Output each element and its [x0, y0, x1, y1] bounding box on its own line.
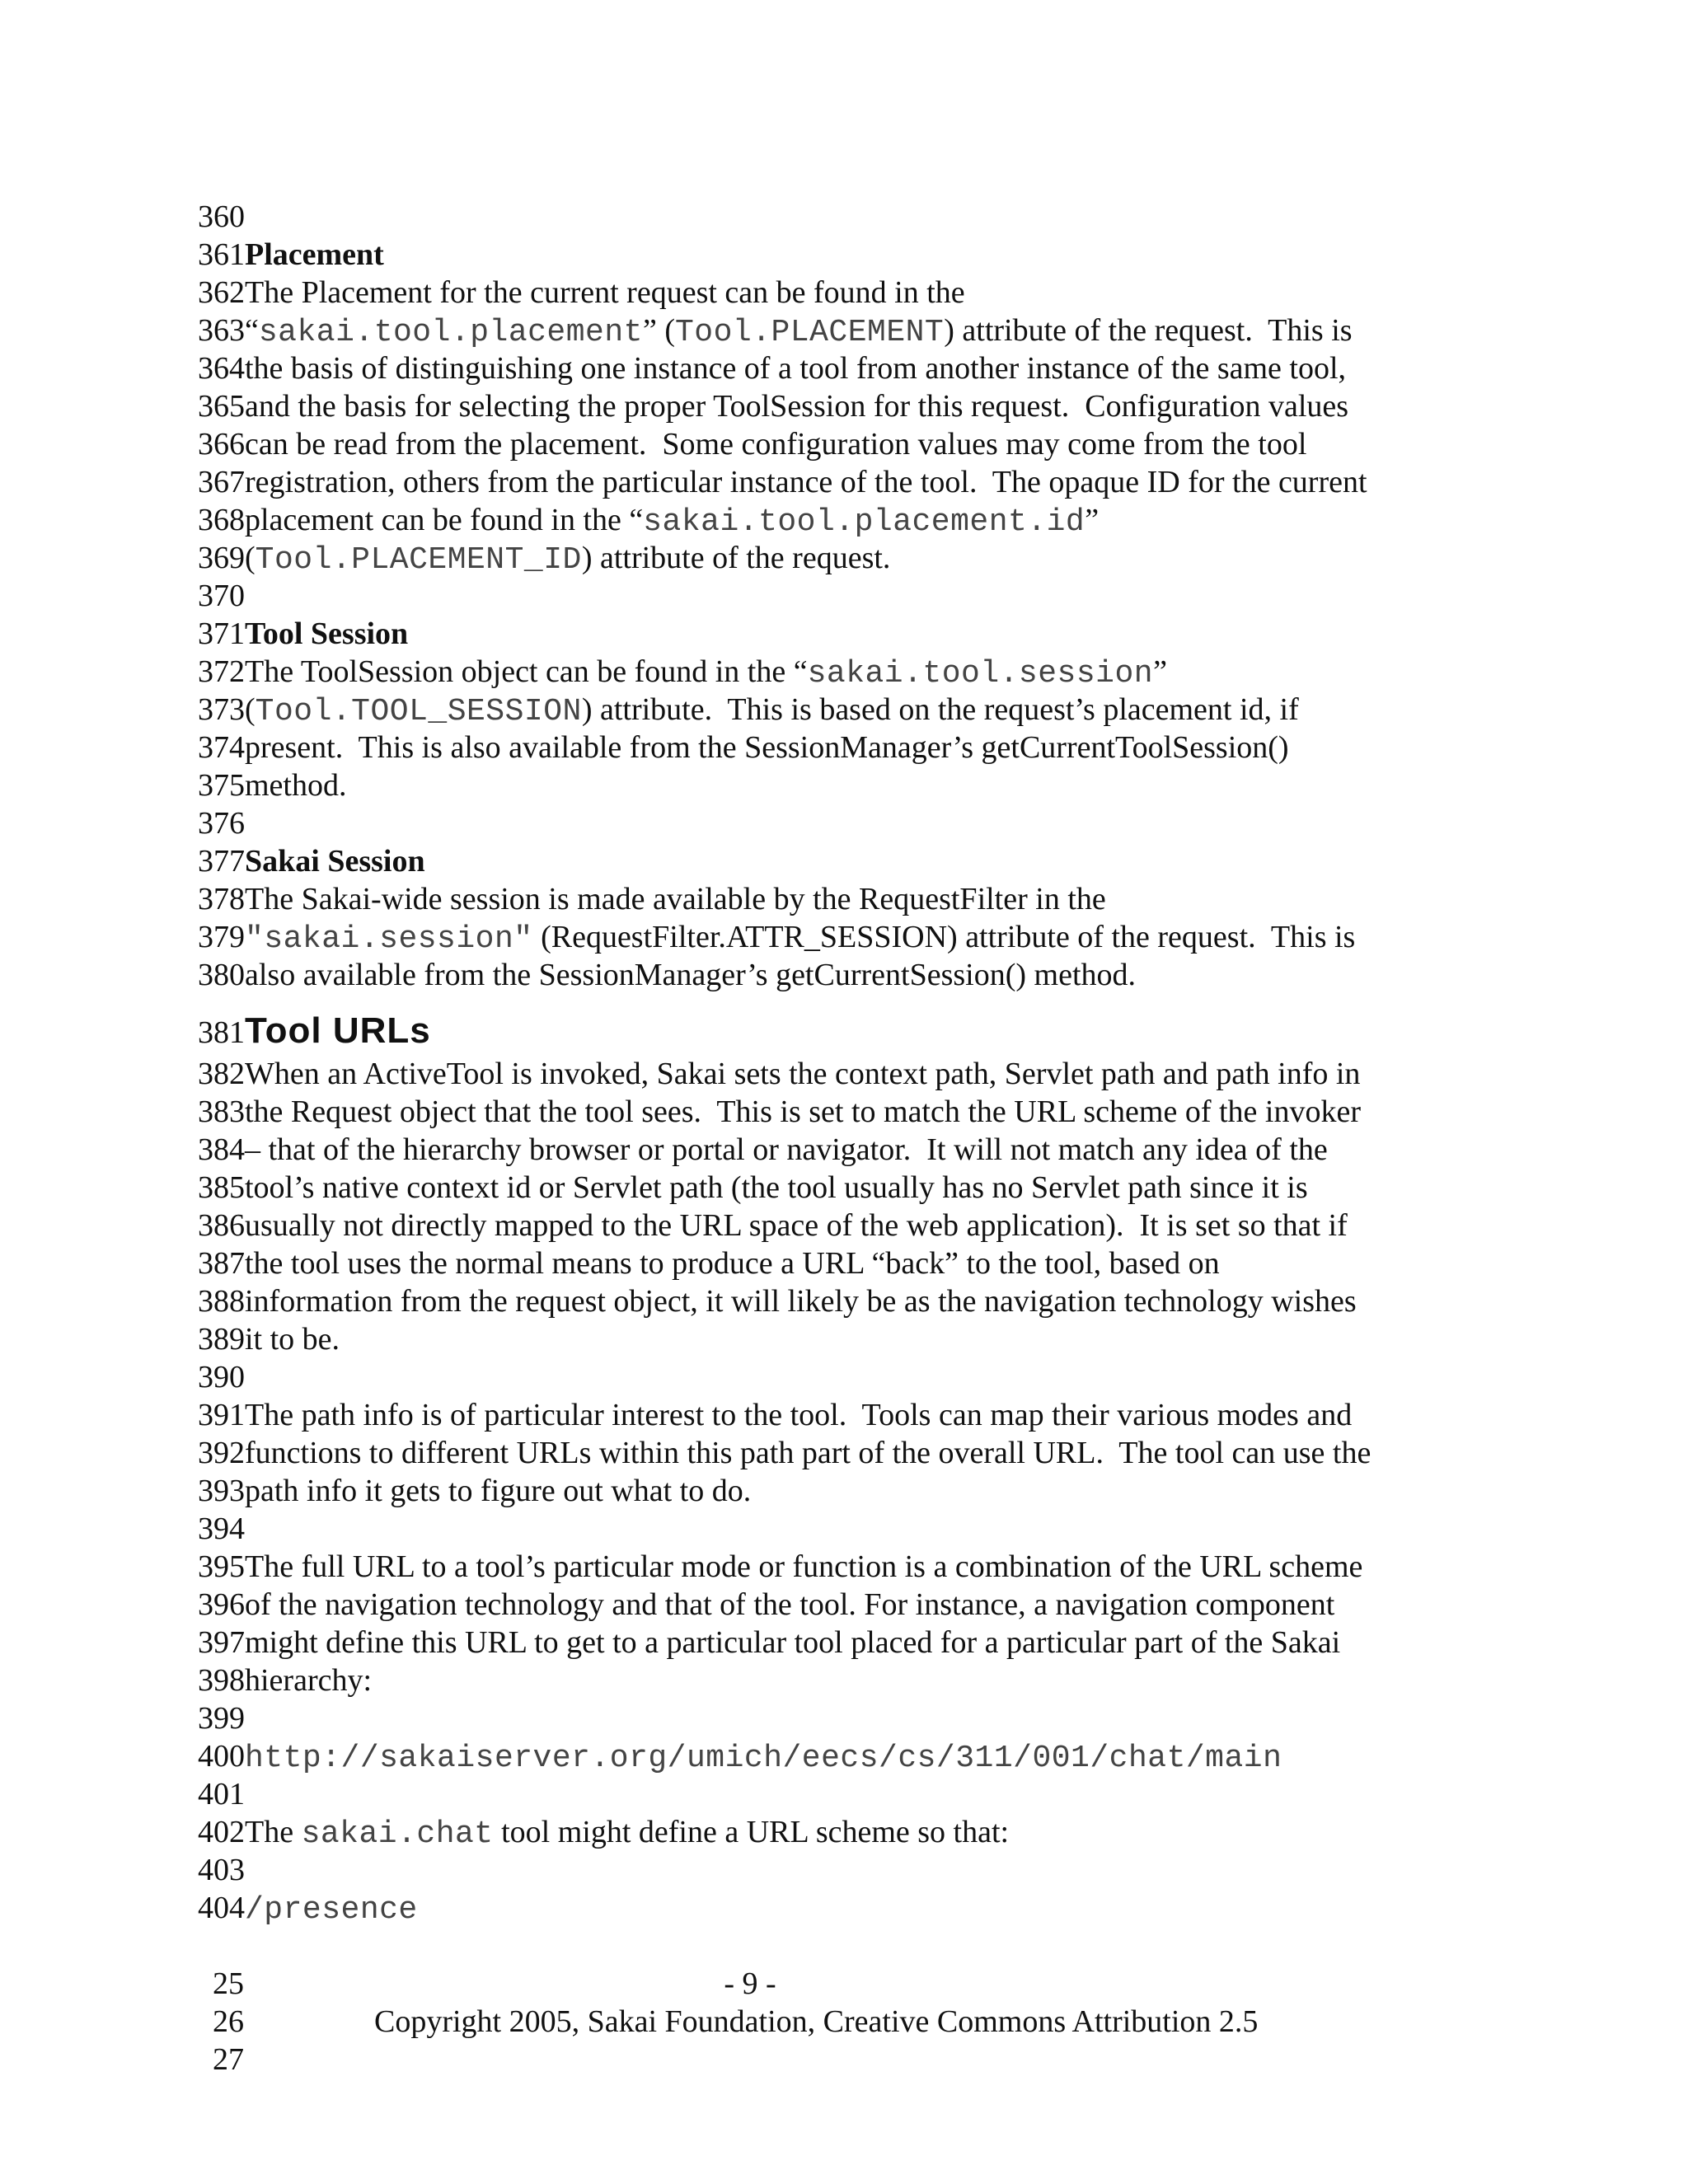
line-text: the basis of distinguishing one instance of a tool from another instance of the same tool,	[245, 351, 1347, 386]
footer-line-number: 27	[213, 2042, 244, 2077]
document-line	[198, 1169, 1533, 1207]
document-line	[198, 501, 1533, 539]
line-text: method.	[245, 768, 347, 803]
line-number: 366	[198, 427, 245, 462]
line-number: 364	[198, 351, 245, 386]
document-line	[198, 615, 1533, 653]
line-number: 371	[198, 616, 245, 651]
section-heading: Sakai Session	[245, 844, 425, 879]
line-number: 361	[198, 237, 245, 272]
page-footer	[198, 1965, 1533, 2079]
line-number: 394	[198, 1511, 245, 1546]
line-text: The full URL to a tool’s particular mode or function is a combination of the URL scheme	[245, 1549, 1363, 1584]
line-text: (	[245, 692, 256, 727]
line-text: the Request object that the tool sees. This is set to match the URL scheme of the invoker	[245, 1094, 1361, 1129]
document-line	[198, 1624, 1533, 1661]
line-number: 395	[198, 1549, 245, 1584]
line-number: 386	[198, 1208, 245, 1243]
line-number: 376	[198, 806, 245, 841]
line-number: 360	[198, 199, 245, 234]
line-text: ) attribute of the request.	[581, 541, 891, 575]
line-text: The path info is of particular interest to the tool. Tools can map their various modes and	[245, 1398, 1353, 1432]
line-text: of the navigation technology and that of the tool. For instance, a navigation component	[245, 1587, 1335, 1622]
line-number: 372	[198, 654, 245, 689]
document-line	[198, 1586, 1533, 1624]
line-number: 373	[198, 692, 245, 727]
footer-line-number: 25	[213, 1966, 244, 2001]
line-number: 403	[198, 1853, 245, 1887]
code-text: sakai.session	[264, 921, 514, 957]
document-line	[198, 1007, 1533, 1055]
line-text: The Placement for the current request can be found in the	[245, 275, 965, 310]
line-number: 374	[198, 730, 245, 765]
line-number: 370	[198, 579, 245, 613]
document-body	[198, 198, 1533, 1927]
line-number: 379	[198, 920, 245, 954]
line-number: 390	[198, 1360, 245, 1394]
footer-line-number: 26	[213, 2004, 244, 2039]
line-number: 391	[198, 1398, 245, 1432]
line-text: hierarchy:	[245, 1663, 373, 1698]
line-number: 402	[198, 1815, 245, 1849]
line-text: functions to different URLs within this path part of the overall URL. The tool can use the	[245, 1436, 1372, 1470]
line-text: The Sakai-wide session is made available by the RequestFilter in the	[245, 882, 1106, 916]
document-line	[198, 1055, 1533, 1093]
line-text: and the basis for selecting the proper ToolSession for this request. Configuration values	[245, 389, 1349, 424]
line-number: 381	[198, 1015, 245, 1050]
footer-line-2	[198, 2003, 1533, 2041]
line-text: ”	[1085, 503, 1100, 537]
code-text: sakai.tool.placement	[258, 315, 643, 350]
line-text: ”	[1153, 654, 1167, 689]
section-heading: Tool Session	[245, 616, 409, 651]
code-text: http://sakaiserver.org/umich/eecs/cs/311/001/chat/main	[245, 1741, 1282, 1776]
document-line	[198, 918, 1533, 956]
code-text: sakai.tool.placement.id	[643, 504, 1085, 540]
document-line	[198, 1358, 1533, 1396]
page-number: - 9 -	[724, 1966, 776, 2001]
line-text: path info it gets to figure out what to do.	[245, 1474, 752, 1508]
document-line	[198, 1813, 1533, 1851]
line-text: placement can be found in the “	[245, 503, 644, 537]
line-number: 377	[198, 844, 245, 879]
document-line	[198, 1699, 1533, 1737]
document-line	[198, 1510, 1533, 1548]
line-text: When an ActiveTool is invoked, Sakai sets the context path, Servlet path and path info in	[245, 1057, 1361, 1091]
line-number: 404	[198, 1891, 245, 1925]
line-number: 393	[198, 1474, 245, 1508]
line-number: 369	[198, 541, 245, 575]
line-text: (RequestFilter.ATTR_SESSION) attribute of the request. This is	[532, 920, 1356, 954]
chapter-heading: Tool URLs	[245, 1010, 431, 1051]
code-text: /presence	[245, 1892, 418, 1928]
document-line	[198, 274, 1533, 312]
document-line	[198, 312, 1533, 349]
code-text: sakai.chat	[301, 1816, 494, 1852]
line-number: 384	[198, 1132, 245, 1167]
document-line	[198, 1889, 1533, 1927]
document-line	[198, 729, 1533, 766]
line-number: 382	[198, 1057, 245, 1091]
line-number: 400	[198, 1739, 245, 1774]
document-line	[198, 1093, 1533, 1131]
line-text: usually not directly mapped to the URL space of the web application). It is set so that if	[245, 1208, 1348, 1243]
document-line	[198, 842, 1533, 880]
document-line	[198, 1472, 1533, 1510]
line-text: The	[245, 1815, 302, 1849]
line-number: 396	[198, 1587, 245, 1622]
line-text: ) attribute of the request. This is	[944, 313, 1353, 348]
line-number: 397	[198, 1625, 245, 1660]
document-line	[198, 1244, 1533, 1282]
document-line	[198, 1775, 1533, 1813]
line-text: “	[245, 313, 259, 348]
document-line	[198, 1207, 1533, 1244]
line-number: 385	[198, 1170, 245, 1205]
line-number: 375	[198, 768, 245, 803]
line-text: ” (	[642, 313, 675, 348]
footer-line-1	[198, 1965, 1533, 2003]
document-line	[198, 653, 1533, 691]
line-number: 362	[198, 275, 245, 310]
line-text: might define this URL to get to a particular tool placed for a particular part of the Sakai	[245, 1625, 1341, 1660]
line-text: it to be.	[245, 1322, 340, 1357]
line-number: 388	[198, 1284, 245, 1319]
line-text: the tool uses the normal means to produce a URL “back” to the tool, based on	[245, 1246, 1220, 1281]
document-line	[198, 236, 1533, 274]
document-line	[198, 1282, 1533, 1320]
line-number: 392	[198, 1436, 245, 1470]
line-text: information from the request object, it will likely be as the navigation technology wishes	[245, 1284, 1357, 1319]
document-line	[198, 1661, 1533, 1699]
document-line	[198, 463, 1533, 501]
line-number: 363	[198, 313, 245, 348]
copyright-notice: Copyright 2005, Sakai Foundation, Creative Commons Attribution 2.5	[374, 2004, 1259, 2039]
line-text: present. This is also available from the SessionManager’s getCurrentToolSession()	[245, 730, 1289, 765]
line-number: 380	[198, 958, 245, 992]
line-text: – that of the hierarchy browser or portal or navigator. It will not match any idea of the	[245, 1132, 1328, 1167]
line-text: (	[245, 541, 256, 575]
code-text: Tool.PLACEMENT_ID	[255, 542, 582, 578]
line-number: 378	[198, 882, 245, 916]
code-text: "	[245, 921, 265, 957]
line-text: The ToolSession object can be found in the “	[245, 654, 808, 689]
section-heading: Placement	[245, 237, 384, 272]
document-line	[198, 425, 1533, 463]
code-text: "	[513, 921, 533, 957]
line-number: 368	[198, 503, 245, 537]
document-line	[198, 691, 1533, 729]
code-text: sakai.tool.session	[807, 656, 1154, 691]
document-line	[198, 1434, 1533, 1472]
document-line	[198, 539, 1533, 577]
document-line	[198, 349, 1533, 387]
line-number: 383	[198, 1094, 245, 1129]
line-number: 365	[198, 389, 245, 424]
document-line	[198, 387, 1533, 425]
document-line	[198, 1737, 1533, 1775]
document-line	[198, 1131, 1533, 1169]
line-number: 398	[198, 1663, 245, 1698]
code-text: Tool.TOOL_SESSION	[255, 694, 582, 729]
line-number: 367	[198, 465, 245, 499]
line-text: can be read from the placement. Some configuration values may come from the tool	[245, 427, 1307, 462]
document-line	[198, 1320, 1533, 1358]
code-text: Tool.PLACEMENT	[674, 315, 945, 350]
line-text: tool’s native context id or Servlet path (the tool usually has no Servlet path since it is	[245, 1170, 1308, 1205]
line-text: registration, others from the particular instance of the tool. The opaque ID for the current	[245, 465, 1367, 499]
document-line	[198, 1851, 1533, 1889]
line-text: ) attribute. This is based on the request’s placement id, if	[581, 692, 1299, 727]
document-line	[198, 577, 1533, 615]
document-line	[198, 956, 1533, 994]
document-line	[198, 198, 1533, 236]
line-text: also available from the SessionManager’s getCurrentSession() method.	[245, 958, 1136, 992]
document-line	[198, 804, 1533, 842]
line-number: 389	[198, 1322, 245, 1357]
line-number: 387	[198, 1246, 245, 1281]
line-number: 399	[198, 1701, 245, 1736]
document-line	[198, 880, 1533, 918]
document-line	[198, 1396, 1533, 1434]
document-line	[198, 766, 1533, 804]
footer-line-3	[198, 2041, 1533, 2079]
line-text: tool might define a URL scheme so that:	[493, 1815, 1010, 1849]
document-line	[198, 1548, 1533, 1586]
line-number: 401	[198, 1777, 245, 1811]
